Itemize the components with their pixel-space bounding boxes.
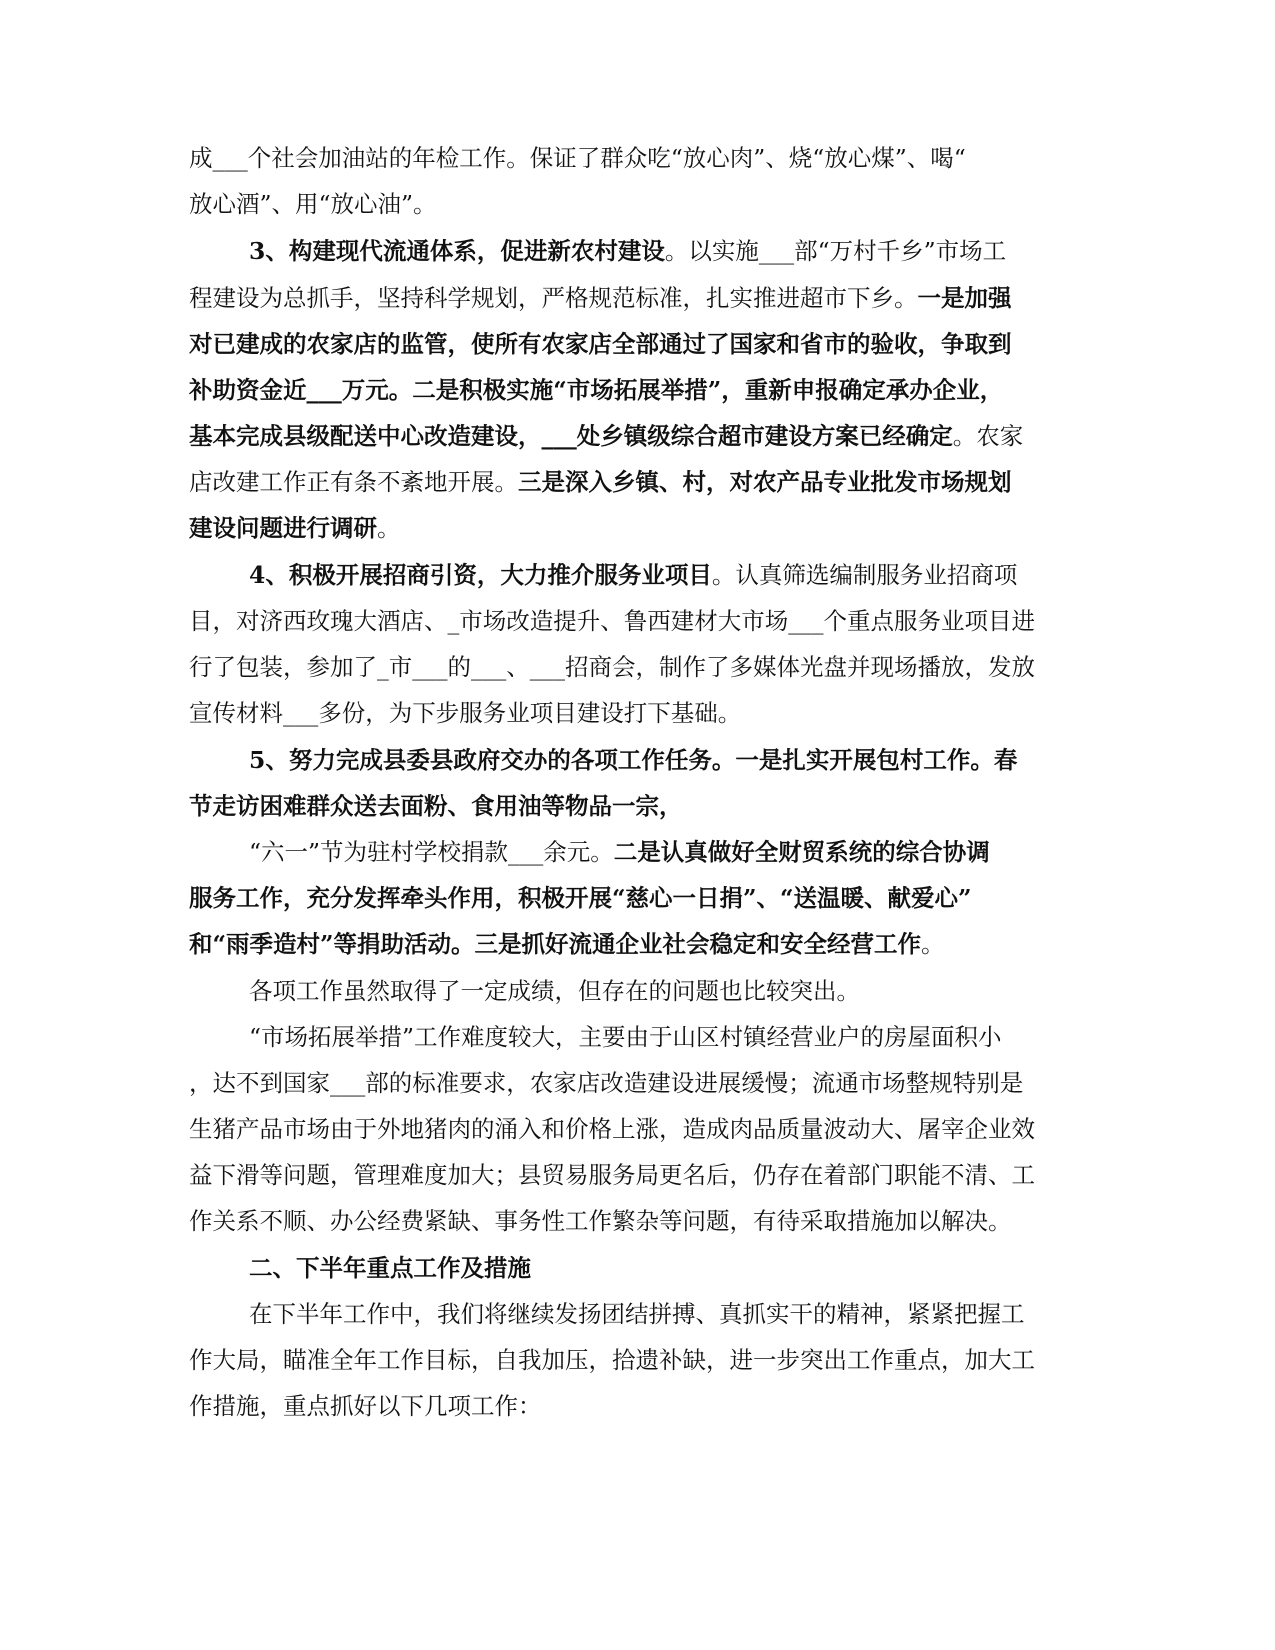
section-4-heading: 4、积极开展招商引资，大力推介服务业项目: [249, 561, 712, 589]
text-line: [189, 189, 1089, 219]
text-line: [189, 143, 1089, 173]
text-segment: 。: [377, 514, 401, 542]
text-segment: 生猪产品市场由于外地猪肉的涌入和价格上涨，造成肉品质量波动大、屠宰企业效: [189, 1115, 1035, 1143]
text-line: [189, 883, 1089, 913]
text-segment: “六一”节为驻村学校捐款___余元。: [249, 838, 614, 866]
text-line: [189, 421, 1089, 451]
bold-segment: 补助资金近___万元。二是积极实施“市场拓展举措”，重新申报确定承办企业，: [189, 376, 1004, 404]
text-line: [189, 791, 1089, 821]
text-segment: 在下半年工作中，我们将继续发扬团结拼搏、真抓实干的精神，紧紧把握工: [249, 1300, 1025, 1328]
text-line: [249, 976, 1149, 1006]
text-line: [189, 467, 1089, 497]
section-3-heading: 3、构建现代流通体系，促进新农村建设: [249, 237, 665, 265]
bold-segment: 基本完成县级配送中心改造建设，___处乡镇级综合超市建设方案已经确定: [189, 422, 953, 450]
text-segment: 程建设为总抓手，坚持科学规划，严格规范标准，扎实推进超市下乡。: [189, 284, 918, 312]
text-line: [189, 1160, 1089, 1190]
bold-segment: 服务工作，充分发挥牵头作用，积极开展“慈心一日捐”、“送温暖、献爱心”: [189, 884, 972, 912]
text-segment: 作关系不顺、办公经费紧缺、事务性工作繁杂等问题，有待采取措施加以解决。: [189, 1207, 1012, 1235]
text-segment: 行了包装，参加了_市___的___、___招商会，制作了多媒体光盘并现场播放，发放: [189, 653, 1035, 681]
text-line: [249, 1299, 1149, 1329]
text-segment: 益下滑等问题，管理难度加大；县贸易服务局更名后，仍存在着部门职能不清、工: [189, 1161, 1035, 1189]
text-segment: 店改建工作正有条不紊地开展。: [189, 468, 518, 496]
text-segment: 宣传材料___多份，为下步服务业项目建设打下基础。: [189, 699, 742, 727]
text-line: [189, 1391, 1089, 1421]
text-segment: 作大局，瞄准全年工作目标，自我加压，拾遗补缺，进一步突出工作重点，加大工: [189, 1346, 1035, 1374]
text-line: [189, 1068, 1089, 1098]
text-line: [189, 375, 1089, 405]
text-segment: ，达不到国家___部的标准要求，农家店改造建设进展缓慢；流通市场整规特别是: [189, 1069, 1024, 1097]
text-line: [189, 606, 1089, 636]
bold-segment: 二是认真做好全财贸系统的综合协调: [613, 838, 990, 866]
text-segment: 。农家: [952, 422, 1024, 450]
text-line: [189, 1206, 1089, 1236]
text-segment: 放心酒”、用“放心油”。: [189, 190, 437, 218]
section-4-heading-line: [249, 560, 1149, 590]
text-line: [189, 929, 1089, 959]
text-line: [189, 283, 1089, 313]
section-5-heading: 5、努力完成县委县政府交办的各项工作任务。一是扎实开展包村工作。春: [249, 746, 1018, 774]
text-segment: 目，对济西玫瑰大酒店、_市场改造提升、鲁西建材大市场___个重点服务业项目进: [189, 607, 1035, 635]
text-line: [189, 1345, 1089, 1375]
text-line: [189, 652, 1089, 682]
bold-segment: 和“雨季造村”等捐助活动。三是抓好流通企业社会稳定和安全经营工作: [189, 930, 922, 958]
bold-segment: 对已建成的农家店的监管，使所有农家店全部通过了国家和省市的验收，争取到: [189, 330, 1012, 358]
text-line: [189, 513, 1089, 543]
text-segment: 作措施，重点抓好以下几项工作：: [189, 1392, 542, 1420]
section-heading-line: [249, 1253, 1149, 1283]
bold-segment: 节走访困难群众送去面粉、食用油等物品一宗，: [189, 792, 683, 820]
text-line: [189, 698, 1089, 728]
text-segment: 。以实施___部“万村千乡”市场工: [664, 237, 1007, 265]
text-line: [249, 837, 1149, 867]
bold-segment: 建设问题进行调研: [189, 514, 377, 542]
bold-segment: 三是深入乡镇、村，对农产品专业批发市场规划: [518, 468, 1012, 496]
section-5-heading-line: [249, 745, 1149, 775]
text-line: [249, 1022, 1149, 1052]
text-segment: 。: [921, 930, 945, 958]
text-line: [189, 1114, 1089, 1144]
bold-segment: 一是加强: [917, 284, 1012, 312]
section-3-heading-line: [249, 236, 1149, 266]
text-segment: 。认真筛选编制服务业招商项: [711, 561, 1018, 589]
text-line: [189, 329, 1089, 359]
text-segment: 各项工作虽然取得了一定成绩，但存在的问题也比较突出。: [249, 977, 860, 1005]
text-segment: 成___个社会加油站的年检工作。保证了群众吃“放心肉”、烧“放心煤”、喝“: [189, 144, 966, 172]
section-heading: 二、下半年重点工作及措施: [249, 1254, 531, 1282]
text-segment: “市场拓展举措”工作难度较大，主要由于山区村镇经营业户的房屋面积小: [249, 1023, 1002, 1051]
